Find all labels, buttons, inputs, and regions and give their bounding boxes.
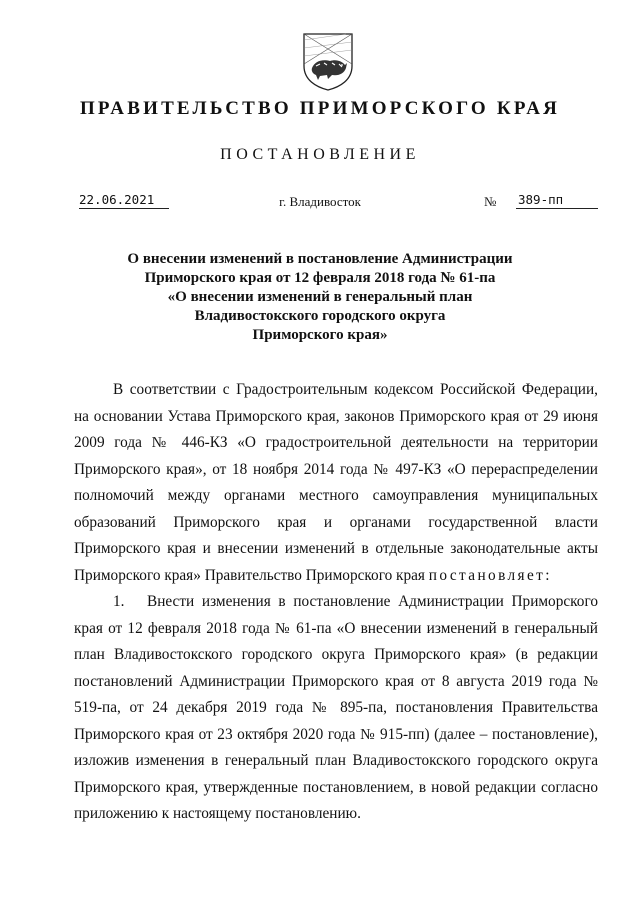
subject-line: Владивостокского городского округа bbox=[194, 308, 446, 324]
document-city: г. Владивосток bbox=[279, 194, 361, 209]
document-number: 389-пп bbox=[516, 192, 598, 209]
document-body bbox=[74, 377, 598, 828]
item-1-number: 1. bbox=[113, 593, 125, 610]
government-title: ПРАВИТЕЛЬСТВО ПРИМОРСКОГО КРАЯ bbox=[79, 98, 561, 119]
subject-line: О внесении изменений в постановление Администрации bbox=[127, 251, 513, 267]
resolves-word: постановляет: bbox=[428, 566, 552, 584]
document-subject bbox=[100, 250, 540, 345]
coat-of-arms-emblem bbox=[300, 30, 356, 92]
item-1-text: Внести изменения в постановление Администрации Приморского края от 12 февраля 2018 года № 61-па «О внесении изменений в генеральный план Владивостокского городского округа Приморского края» (в редакции постановлений Администрации Приморского края от 8 августа 2019 года № 519-па, от 24 декабря 2019 года № 895-па, постановления Правительства Приморского края от 23 октября 2020 года № 915-пп) (далее – постановление), изложив изменения в генеральный план Владивостокского городского округа Приморского края, утвержденные постановлением, в новой редакции согласно приложению к настоящему постановлению. bbox=[74, 593, 598, 822]
subject-line: Приморского края от 12 февраля 2018 года № 61-па bbox=[144, 270, 496, 286]
preamble-paragraph bbox=[74, 377, 598, 589]
document-date: 22.06.2021 bbox=[79, 192, 169, 209]
number-sign: № bbox=[484, 194, 497, 209]
preamble-text: В соответствии с Градостроительным кодексом Российской Федерации, на основании Устава Приморского края, законов Приморского края от 29 июня 2009 года № 446-КЗ «О градостроительной деятельности на территории Приморского края», от 18 ноября 2014 года № 497-КЗ «О перераспределении полномочий между органами местного самоуправления муниципальных образований Приморского края и органами государственной власти Приморского края и внесении изменений в отдельные законодательные акты Приморского края» Правительство Приморского края bbox=[74, 381, 598, 584]
subject-line: «О внесении изменений в генеральный план bbox=[167, 289, 473, 305]
subject-line: Приморского края» bbox=[252, 327, 388, 343]
item-1-paragraph bbox=[74, 589, 598, 828]
document-type: ПОСТАНОВЛЕНИЕ bbox=[220, 146, 420, 163]
